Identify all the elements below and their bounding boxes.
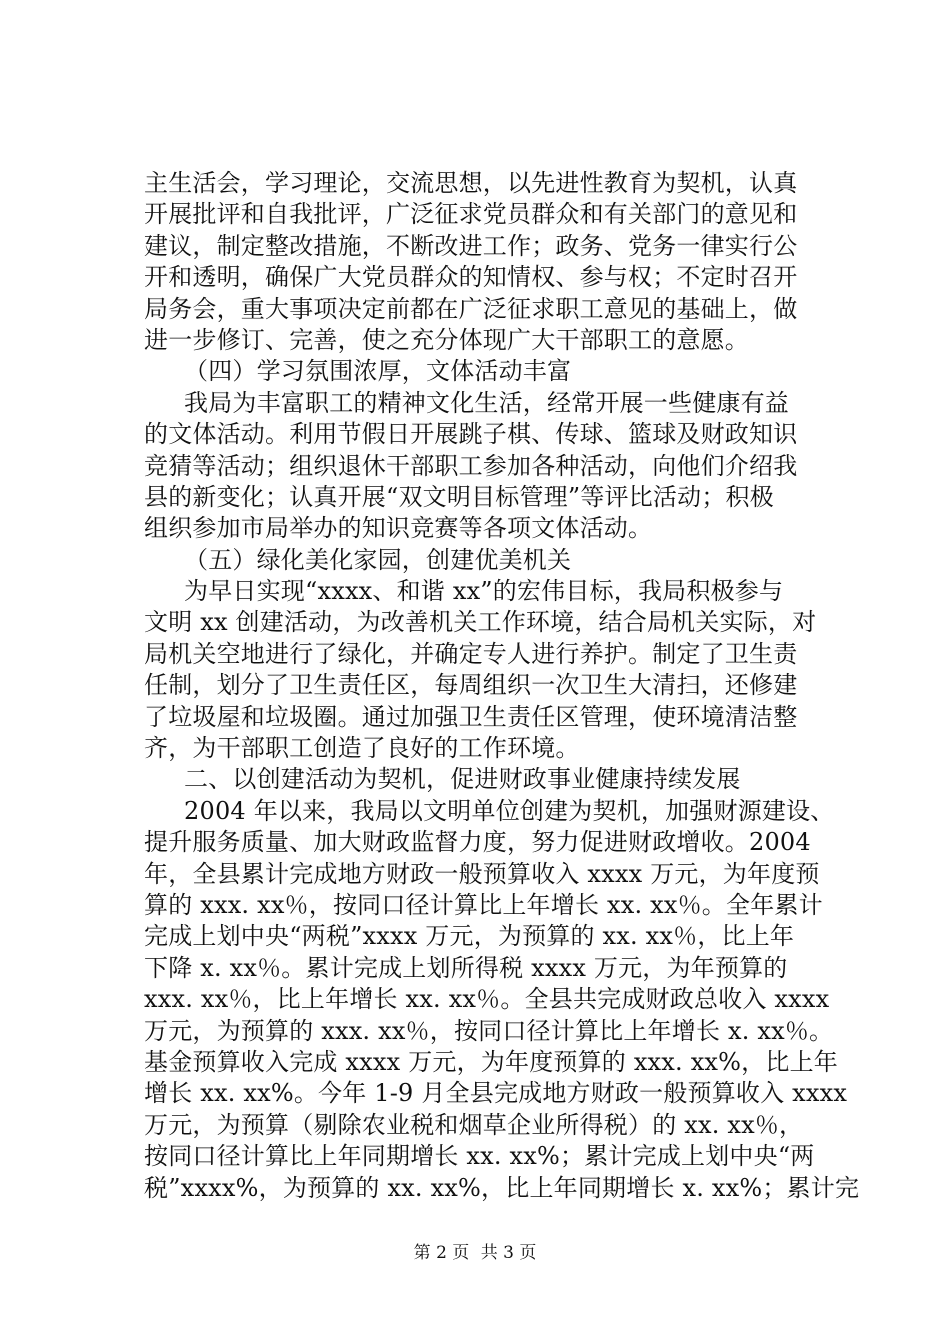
text-line: 主生活会，学习理论，交流思想，以先进性教育为契机，认真	[144, 169, 798, 197]
text-line: 按同口径计算比上年同期增长 xx. xx%；累计完成上划中央“两	[144, 1142, 815, 1171]
text-line: 竞猜等活动；组织退休干部职工参加各种活动，向他们介绍我	[144, 451, 798, 480]
page-total: 共 3 页	[480, 1243, 537, 1263]
page-footer	[0, 1242, 950, 1264]
text-line: 税”xxxx%，为预算的 xx. xx%，比上年同期增长 x. xx%；累计完	[144, 1173, 860, 1202]
text-line: 为早日实现“xxxx、和谐 xx”的宏伟目标，我局积极参与	[184, 577, 784, 606]
text-line: 开展批评和自我批评，广泛征求党员群众和有关部门的意见和	[144, 200, 798, 229]
text-line: （五）绿化美化家园，创建优美机关	[184, 545, 572, 574]
text-line: 年，全县累计完成地方财政一般预算收入 xxxx 万元，为年度预	[144, 859, 820, 888]
text-line: 了垃圾屋和垃圾圈。通过加强卫生责任区管理，使环境清洁整	[144, 702, 798, 731]
text-line: 基金预算收入完成 xxxx 万元，为年度预算的 xxx. xx%，比上年	[144, 1047, 838, 1076]
text-line: 局机关空地进行了绿化，并确定专人进行养护。制定了卫生责	[144, 639, 798, 668]
text-line: （四）学习氛围浓厚，文体活动丰富	[184, 357, 572, 386]
text-line: 完成上划中央“两税”xxxx 万元，为预算的 xx. xx％，比上年	[144, 922, 795, 951]
text-line: 提升服务质量、加大财政监督力度，努力促进财政增收。2004	[144, 828, 811, 857]
body-text	[144, 168, 860, 1204]
text-line: 的文体活动。利用节假日开展跳子棋、传球、篮球及财政知识	[144, 420, 798, 449]
text-line: 开和透明，确保广大党员群众的知情权、参与权；不定时召开	[144, 263, 798, 292]
text-line: 任制，划分了卫生责任区，每周组织一次卫生大清扫，还修建	[144, 671, 798, 700]
text-line: 增长 xx. xx%。今年 1-9 月全县完成地方财政一般预算收入 xxxx	[144, 1079, 848, 1108]
text-line: 进一步修订、完善，使之充分体现广大干部职工的意愿。	[144, 325, 749, 354]
text-line: 文明 xx 创建活动，为改善机关工作环境，结合局机关实际，对	[144, 608, 817, 637]
text-line: 算的 xxx. xx％，按同口径计算比上年增长 xx. xx％。全年累计	[144, 890, 823, 919]
text-line: 二、以创建活动为契机，促进财政事业健康持续发展	[184, 765, 741, 794]
text-line: 组织参加市局举办的知识竞赛等各项文体活动。	[144, 514, 653, 543]
text-line: 我局为丰富职工的精神文化生活，经常开展一些健康有益	[184, 388, 789, 417]
text-line: 2004 年以来，我局以文明单位创建为契机，加强财源建设、	[184, 796, 835, 825]
text-line: 下降 x. xx％。累计完成上划所得税 xxxx 万元，为年预算的	[144, 953, 788, 982]
text-line: 县的新变化；认真开展“双文明目标管理”等评比活动；积极	[144, 482, 774, 511]
text-line: 万元，为预算的 xxx. xx％，按同口径计算比上年增长 x. xx％。	[144, 1016, 834, 1045]
text-line: xxx. xx％，比上年增长 xx. xx％。全县共完成财政总收入 xxxx	[144, 985, 830, 1014]
text-line: 建议，制定整改措施，不断改进工作；政务、党务一律实行公	[144, 231, 798, 260]
page-number: 第 2 页	[413, 1243, 470, 1263]
text-line: 齐，为干部职工创造了良好的工作环境。	[144, 734, 580, 763]
text-line: 局务会，重大事项决定前都在广泛征求职工意见的基础上，做	[144, 294, 798, 323]
text-line: 万元，为预算（剔除农业税和烟草企业所得税）的 xx. xx％，	[144, 1110, 804, 1139]
